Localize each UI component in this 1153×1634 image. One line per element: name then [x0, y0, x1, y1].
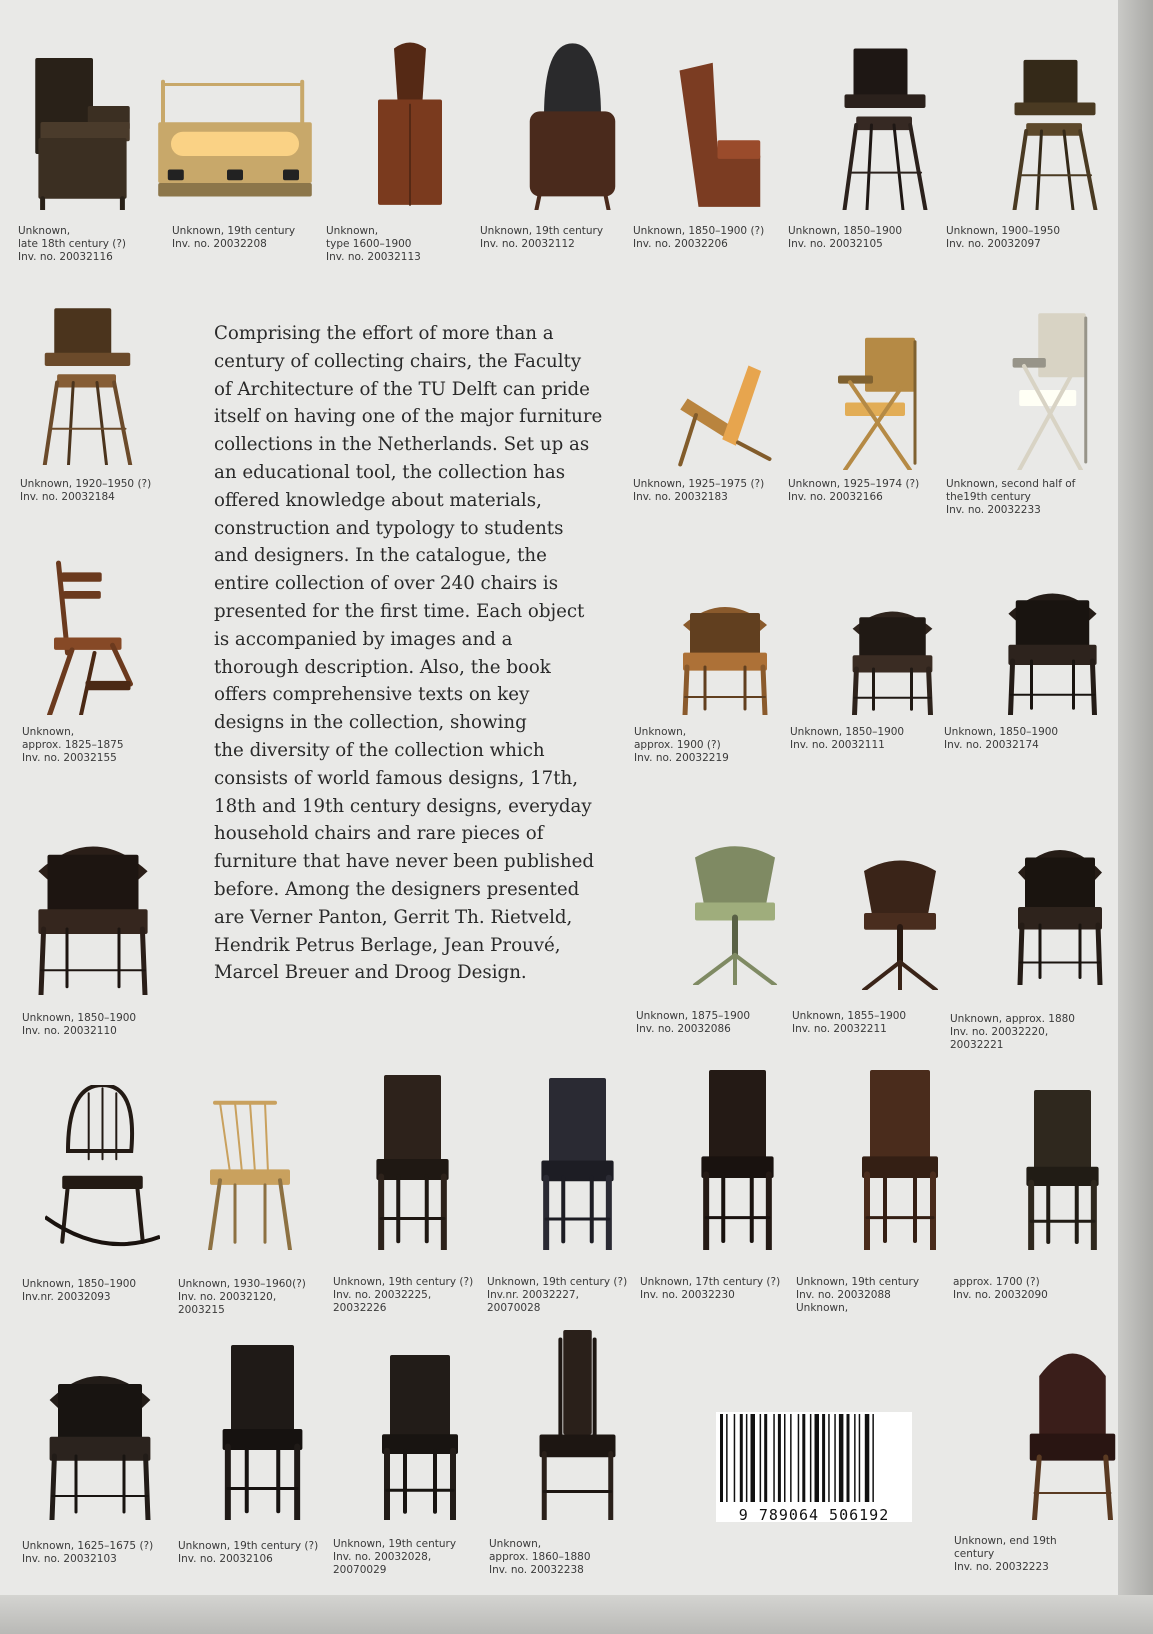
caption-line: 20070029 — [333, 1564, 387, 1576]
chair-caption — [333, 1538, 456, 1577]
chair-drawing — [40, 1360, 160, 1520]
description-line: designs in the collection, showing — [214, 712, 527, 734]
caption-line: Unknown, second half of — [946, 478, 1076, 490]
caption-line: Inv. no. 20032116 — [18, 251, 113, 263]
chair-caption — [480, 225, 603, 251]
chair-caption — [172, 225, 295, 251]
chair-drawing — [845, 600, 940, 715]
caption-line: Inv. no. 20032223 — [954, 1561, 1049, 1573]
chair-caption — [333, 1276, 473, 1315]
description-line: 18th and 19th century designs, everyday — [214, 795, 592, 817]
chair-item — [40, 1360, 160, 1520]
chair-caption — [788, 225, 902, 251]
caption-line: Inv. no. 20032088 — [796, 1289, 891, 1301]
caption-line: Unknown, 1925–1975 (?) — [633, 478, 765, 490]
caption-line: Inv. no. 20032028, — [333, 1551, 432, 1563]
chair-caption — [634, 726, 729, 765]
caption-line: Unknown, 1900–1950 — [946, 225, 1061, 237]
chair-item — [675, 360, 780, 470]
chair-item — [1010, 835, 1110, 985]
chair-caption — [944, 726, 1058, 752]
chair-item — [200, 1095, 300, 1250]
caption-line: century — [954, 1548, 995, 1560]
chair-item — [525, 40, 620, 210]
caption-line: Inv. no. 20032238 — [489, 1564, 584, 1576]
chair-caption — [954, 1535, 1057, 1574]
caption-line: Unknown, 17th century (?) — [640, 1276, 781, 1288]
description-text — [214, 320, 644, 987]
caption-line: Inv. no. 20032155 — [22, 752, 117, 764]
chair-item — [365, 1075, 460, 1250]
chair-item — [1005, 310, 1100, 470]
description-line: construction and typology to students — [214, 517, 564, 539]
description-line: consists of world famous designs, 17th, — [214, 767, 579, 789]
chair-caption — [487, 1276, 627, 1315]
chair-caption — [178, 1278, 306, 1317]
caption-line: Unknown, — [326, 225, 379, 237]
chair-item — [1010, 52, 1100, 210]
caption-line: Inv. no. 20032220, — [950, 1026, 1049, 1038]
caption-line: Unknown, — [22, 726, 75, 738]
chair-drawing — [370, 40, 450, 210]
chair-caption — [792, 1010, 906, 1036]
caption-line: Inv. no. 20032111 — [790, 739, 885, 751]
caption-line: Unknown, 1850–1900 — [788, 225, 903, 237]
barcode-bars — [716, 1412, 912, 1504]
isbn-number: 9 789064 506192 — [738, 1506, 890, 1524]
description-line: Marcel Breuer and Droog Design. — [214, 962, 527, 984]
chair-drawing — [530, 1330, 625, 1520]
caption-line: Unknown, 1850–1900 — [22, 1012, 137, 1024]
caption-line: Unknown, 1850–1900 — [22, 1278, 137, 1290]
chair-item — [850, 1070, 950, 1250]
chair-item — [845, 600, 940, 715]
caption-line: 20070028 — [487, 1302, 541, 1314]
chair-item — [685, 835, 785, 985]
caption-line: Inv. no. 20032112 — [480, 238, 575, 250]
caption-line: Unknown, 1850–1900 — [944, 726, 1059, 738]
description-line: the diversity of the collection which — [214, 739, 545, 761]
chair-drawing — [675, 360, 780, 470]
caption-line: Inv. no. 20032219 — [634, 752, 729, 764]
caption-line: Inv. no. 20032183 — [633, 491, 728, 503]
chair-caption — [22, 1012, 136, 1038]
caption-line: Unknown, — [489, 1538, 542, 1550]
caption-line: Unknown, 19th century (?) — [333, 1276, 474, 1288]
caption-line: Inv.nr. 20032093 — [22, 1291, 111, 1303]
caption-line: type 1600–1900 — [326, 238, 412, 250]
chair-drawing — [525, 40, 620, 210]
chair-caption — [326, 225, 421, 264]
caption-line: Inv. no. 20032103 — [22, 1553, 117, 1565]
caption-line: Unknown, 19th century — [796, 1276, 920, 1288]
description-line: are Verner Panton, Gerrit Th. Rietveld, — [214, 906, 573, 928]
chair-drawing — [840, 40, 930, 210]
caption-line: Unknown, 1930–1960(?) — [178, 1278, 306, 1290]
chair-item — [210, 1345, 315, 1520]
chair-caption — [633, 225, 764, 251]
chair-item — [855, 850, 945, 990]
chair-caption — [22, 726, 124, 765]
chair-item — [155, 75, 315, 210]
description-line: before. Among the designers presented — [214, 878, 580, 900]
description-line: Hendrik Petrus Berlage, Jean Prouvé, — [214, 934, 561, 956]
caption-line: Unknown, — [18, 225, 71, 237]
description-line: furniture that have never been published — [214, 851, 595, 873]
caption-line: Inv. no. 20032113 — [326, 251, 421, 263]
caption-line: Inv. no. 20032105 — [788, 238, 883, 250]
caption-line: Inv. no. 20032086 — [636, 1023, 731, 1035]
chair-caption — [633, 478, 764, 504]
chair-item — [30, 50, 135, 210]
caption-line: Inv. no. 20032166 — [788, 491, 883, 503]
chair-caption — [788, 478, 919, 504]
chair-caption — [953, 1276, 1048, 1302]
chair-caption — [946, 225, 1060, 251]
description-line: household chairs and rare pieces of — [214, 823, 544, 845]
caption-line: Unknown, 19th century — [480, 225, 604, 237]
caption-line: Unknown, 1855–1900 — [792, 1010, 907, 1022]
caption-line: Unknown, 19th century — [333, 1538, 457, 1550]
chair-drawing — [200, 1095, 300, 1250]
chair-caption — [489, 1538, 591, 1577]
chair-drawing — [365, 1075, 460, 1250]
caption-line: the19th century — [946, 491, 1031, 503]
description-line: itself on having one of the major furniture — [214, 406, 603, 428]
chair-caption — [178, 1540, 318, 1566]
description-line: is accompanied by images and a — [214, 628, 513, 650]
chair-item — [40, 300, 135, 465]
chair-drawing — [670, 55, 765, 210]
description-line: presented for the first time. Each object — [214, 600, 585, 622]
chair-drawing — [685, 835, 785, 985]
caption-line: 20032221 — [950, 1039, 1004, 1051]
caption-line: 20032226 — [333, 1302, 387, 1314]
caption-line: Unknown, end 19th — [954, 1535, 1057, 1547]
chair-item — [670, 55, 765, 210]
description-line: thorough description. Also, the book — [214, 656, 551, 678]
chair-drawing — [530, 1078, 625, 1250]
caption-line: Unknown, 19th century — [172, 225, 296, 237]
description-line: century of collecting chairs, the Faculty — [214, 350, 582, 372]
chair-drawing — [830, 335, 930, 470]
description-line: offered knowledge about materials, — [214, 489, 542, 511]
caption-line: Inv.nr. 20032227, — [487, 1289, 579, 1301]
description-line: entire collection of over 240 chairs is — [214, 573, 559, 595]
caption-line: Inv. no. 20032184 — [20, 491, 115, 503]
chair-caption — [636, 1010, 750, 1036]
caption-line: Inv. no. 20032110 — [22, 1025, 117, 1037]
chair-caption — [22, 1278, 136, 1304]
chair-drawing — [30, 50, 135, 210]
caption-line: Unknown, 1625–1675 (?) — [22, 1540, 154, 1552]
chair-caption — [640, 1276, 780, 1302]
chair-item — [45, 560, 135, 715]
chair-drawing — [45, 1085, 160, 1250]
chair-item — [1000, 580, 1105, 715]
chair-drawing — [155, 75, 315, 210]
chair-item — [1015, 1090, 1110, 1250]
chair-item — [370, 40, 450, 210]
caption-line: Inv. no. 20032225, — [333, 1289, 432, 1301]
caption-line: approx. 1860–1880 — [489, 1551, 591, 1563]
chair-drawing — [210, 1345, 315, 1520]
chair-drawing — [370, 1355, 470, 1520]
description-line: of Architecture of the TU Delft can pride — [214, 378, 590, 400]
caption-line: Inv. no. 20032233 — [946, 504, 1041, 516]
chair-item — [530, 1330, 625, 1520]
caption-line: Inv. no. 20032097 — [946, 238, 1041, 250]
chair-drawing — [675, 595, 775, 715]
chair-item — [690, 1070, 785, 1250]
caption-line: Inv. no. 20032090 — [953, 1289, 1048, 1301]
caption-line: Unknown, 1925–1974 (?) — [788, 478, 920, 490]
chair-drawing — [1010, 52, 1100, 210]
description-line: offers comprehensive texts on key — [214, 684, 530, 706]
caption-line: Inv. no. 20032211 — [792, 1023, 887, 1035]
chair-item — [28, 830, 158, 995]
chair-drawing — [690, 1070, 785, 1250]
chair-caption — [950, 1013, 1075, 1052]
caption-line: Unknown, 1920–1950 (?) — [20, 478, 152, 490]
chair-item — [840, 40, 930, 210]
chair-item — [675, 595, 775, 715]
caption-line: Unknown, — [634, 726, 687, 738]
chair-caption — [946, 478, 1075, 517]
chair-caption — [20, 478, 151, 504]
caption-line: Inv. no. 20032208 — [172, 238, 267, 250]
caption-line: approx. 1700 (?) — [953, 1276, 1040, 1288]
chair-item — [830, 335, 930, 470]
chair-drawing — [40, 300, 135, 465]
chair-caption — [22, 1540, 153, 1566]
description-line: and designers. In the catalogue, the — [214, 545, 547, 567]
cover-bottom-edge — [0, 1595, 1153, 1634]
caption-line: Inv. no. 20032174 — [944, 739, 1039, 751]
chair-drawing — [1015, 1090, 1110, 1250]
description-line: Comprising the effort of more than a — [214, 323, 554, 344]
caption-line: Unknown, 19th century (?) — [178, 1540, 319, 1552]
chair-drawing — [1005, 310, 1100, 470]
chair-caption — [18, 225, 126, 264]
caption-line: late 18th century (?) — [18, 238, 127, 250]
chair-item — [45, 1085, 160, 1250]
caption-line: 2003215 — [178, 1304, 225, 1316]
chair-drawing — [45, 560, 135, 715]
isbn-barcode — [716, 1412, 912, 1522]
caption-line: Unknown, 19th century (?) — [487, 1276, 628, 1288]
caption-line: approx. 1825–1875 — [22, 739, 124, 751]
chair-caption — [796, 1276, 919, 1315]
chair-item — [370, 1355, 470, 1520]
cover-edge-shadow — [1118, 0, 1153, 1634]
chair-drawing — [855, 850, 945, 990]
description-line: an educational tool, the collection has — [214, 461, 566, 483]
caption-line: Inv. no. 20032106 — [178, 1553, 273, 1565]
caption-line: Inv. no. 20032120, — [178, 1291, 277, 1303]
chair-drawing — [28, 830, 158, 995]
chair-item — [1025, 1340, 1120, 1520]
caption-line: Unknown, — [796, 1302, 849, 1314]
caption-line: Inv. no. 20032206 — [633, 238, 728, 250]
caption-line: Unknown, 1875–1900 — [636, 1010, 751, 1022]
chair-drawing — [1025, 1340, 1120, 1520]
caption-line: Unknown, 1850–1900 (?) — [633, 225, 765, 237]
caption-line: Inv. no. 20032230 — [640, 1289, 735, 1301]
chair-drawing — [1000, 580, 1105, 715]
caption-line: Unknown, approx. 1880 — [950, 1013, 1075, 1025]
chair-caption — [790, 726, 904, 752]
caption-line: Unknown, 1850–1900 — [790, 726, 905, 738]
chair-item — [530, 1078, 625, 1250]
description-line: collections in the Netherlands. Set up as — [214, 434, 590, 456]
caption-line: approx. 1900 (?) — [634, 739, 721, 751]
chair-drawing — [1010, 835, 1110, 985]
chair-drawing — [850, 1070, 950, 1250]
